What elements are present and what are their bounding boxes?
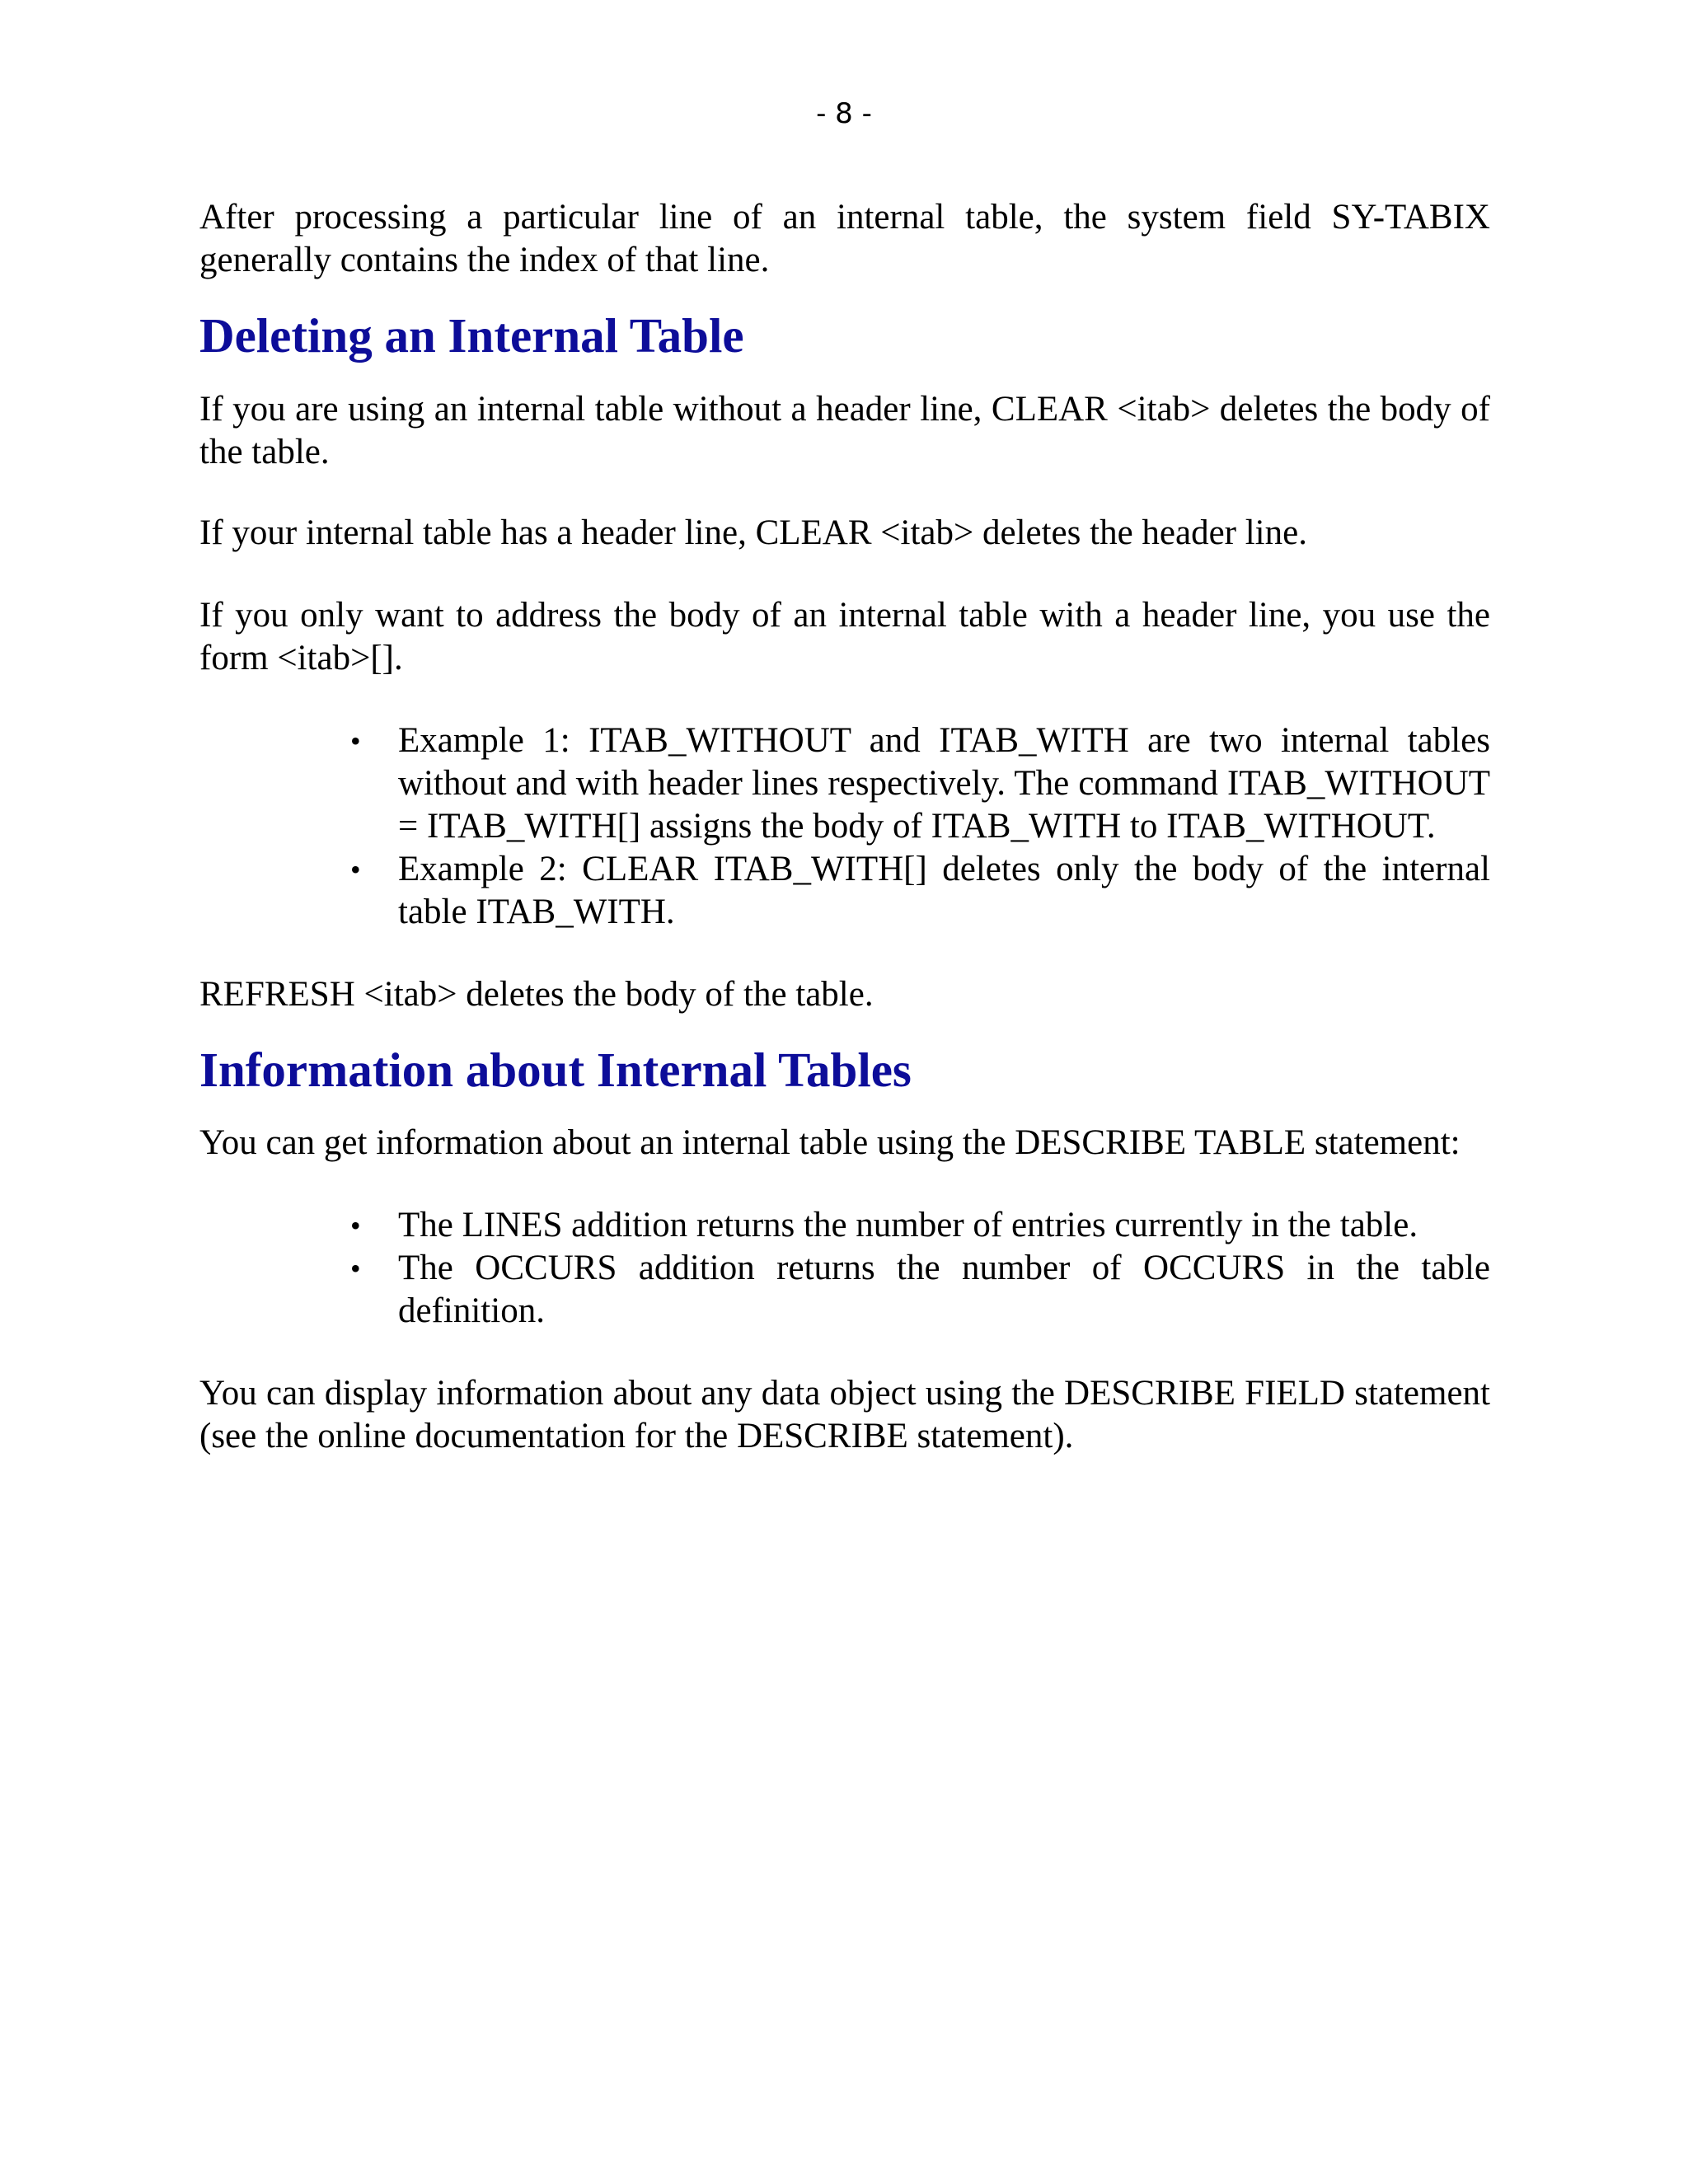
bullet-icon: •: [350, 724, 361, 757]
page-content: [199, 196, 1490, 1458]
intro-paragraph: After processing a particular line of an internal table, the system field SY-TABIX generally contains the index of that line.: [199, 198, 1490, 279]
paragraph-clear-with-header: If your internal table has a header line, CLEAR <itab> deletes the header line.: [199, 513, 1307, 552]
bullet-text: Example 2: CLEAR ITAB_WITH[] deletes only the body of the internal table ITAB_WITH.: [398, 850, 1490, 931]
paragraph-refresh: REFRESH <itab> deletes the body of the table.: [199, 975, 874, 1014]
bullet-icon: •: [350, 1209, 361, 1242]
list-item: [350, 848, 1490, 934]
bullet-text: The LINES addition returns the number of entries currently in the table.: [398, 1206, 1418, 1244]
bullet-text: Example 1: ITAB_WITHOUT and ITAB_WITH are two internal tables without and with header lines respectively. The command ITAB_WITHOUT = ITAB_WITH[] assigns the body of ITAB_WITH to ITAB_WITHOUT.: [398, 721, 1490, 846]
list-item: [350, 719, 1490, 848]
list-item: [350, 1247, 1490, 1333]
examples-bullet-list: [199, 719, 1490, 934]
bullet-icon: •: [350, 1252, 361, 1285]
paragraph-clear-without-header: If you are using an internal table without a header line, CLEAR <itab> deletes the body of the table.: [199, 390, 1490, 471]
heading-deleting-internal-table: Deleting an Internal Table: [199, 308, 744, 363]
paragraph-describe-field: You can display information about any data object using the DESCRIBE FIELD statement (see the online documentation for the DESCRIBE statement).: [199, 1374, 1490, 1455]
describe-bullet-list: [199, 1204, 1490, 1333]
bullet-text: The OCCURS addition returns the number of OCCURS in the table definition.: [398, 1249, 1490, 1330]
heading-information-internal-tables: Information about Internal Tables: [199, 1043, 912, 1097]
bullet-icon: •: [350, 853, 361, 886]
page-number: - 8 -: [816, 97, 872, 130]
list-item: [350, 1204, 1490, 1247]
paragraph-address-body: If you only want to address the body of an internal table with a header line, you use the form <itab>[].: [199, 596, 1490, 677]
paragraph-describe-table: You can get information about an internal table using the DESCRIBE TABLE statement:: [199, 1123, 1461, 1162]
